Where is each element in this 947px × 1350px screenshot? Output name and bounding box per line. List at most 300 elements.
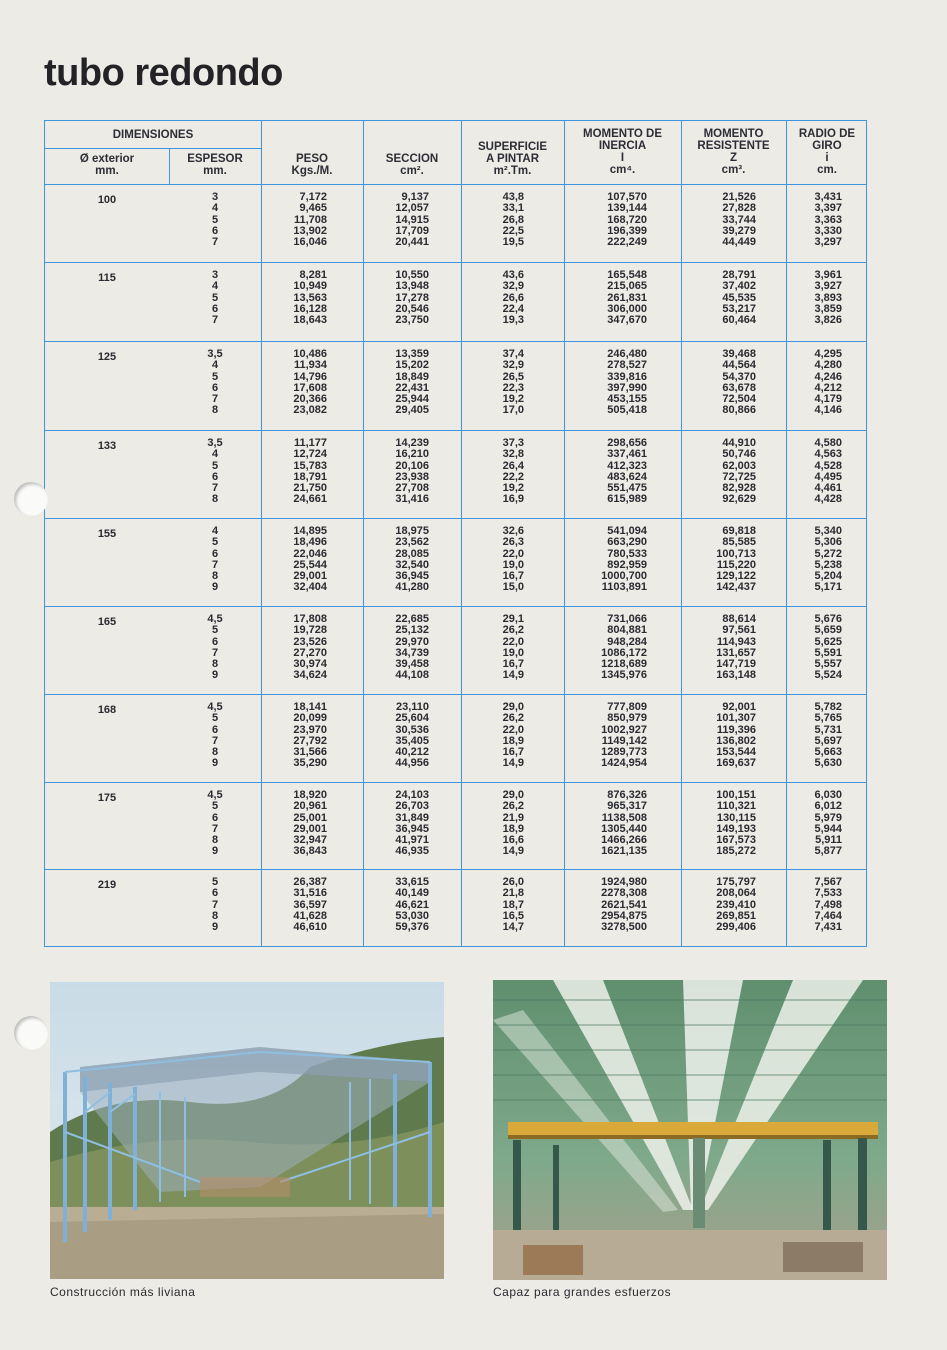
table-cell: 32,540 — [395, 558, 429, 571]
table-cell: 3278,500 — [601, 921, 647, 934]
table-cell: 26,2 — [502, 712, 524, 725]
table-cell: 5 — [211, 213, 219, 226]
table-cell: 130,115 — [716, 811, 756, 824]
espesor-column — [169, 790, 261, 858]
table-cell: 185,272 — [716, 845, 756, 858]
table-cell: 5,663 — [814, 746, 842, 759]
table-cell: 18,849 — [395, 370, 429, 383]
table-cell: 9 — [211, 757, 219, 770]
table-cell: 14,7 — [502, 921, 524, 934]
table-cell: 40,149 — [395, 887, 429, 900]
table-cell: 615,989 — [607, 493, 647, 506]
table-cell: 412,323 — [607, 459, 647, 472]
table-cell: 14,915 — [395, 213, 429, 226]
table-divider — [45, 341, 866, 342]
table-cell: 16,210 — [395, 448, 429, 461]
inercia-column — [564, 349, 647, 417]
table-cell: 69,818 — [722, 525, 756, 537]
table-divider — [45, 694, 866, 695]
header-seccion: SECCION cm². — [385, 153, 439, 177]
specifications-table — [44, 120, 867, 947]
table-cell: 19,3 — [502, 314, 524, 327]
table-cell: 5,979 — [814, 811, 842, 824]
diameter-cell: 133 — [97, 440, 117, 452]
table-cell: 1138,508 — [601, 811, 647, 824]
table-cell: 278,527 — [607, 359, 647, 372]
table-cell: 4,295 — [814, 348, 842, 360]
table-cell: 63,678 — [722, 381, 756, 394]
table-cell: 4,146 — [814, 404, 842, 417]
table-cell: 101,307 — [716, 712, 756, 725]
table-cell: 948,284 — [607, 635, 647, 648]
table-cell: 22,2 — [502, 470, 524, 483]
table-cell: 6 — [211, 470, 219, 483]
table-cell: 25,544 — [293, 558, 327, 571]
table-cell: 18,141 — [293, 701, 327, 713]
header-peso: PESO Kgs./M. — [291, 153, 333, 177]
table-cell: 453,155 — [607, 393, 647, 406]
header-resistente: MOMENTO RESISTENTE Z cm³. — [697, 128, 770, 176]
header-inercia: MOMENTO DE INERCIA I cm⁴. — [582, 128, 662, 176]
table-cell: 5,238 — [814, 558, 842, 571]
inercia-column — [564, 790, 647, 858]
table-cell: 5 — [211, 800, 219, 813]
espesor-column — [169, 192, 261, 248]
table-cell: 19,0 — [502, 646, 524, 659]
table-cell: 13,948 — [395, 280, 429, 293]
seccion-column — [363, 349, 429, 417]
table-cell: 3,363 — [814, 213, 842, 226]
table-cell: 5 — [211, 536, 219, 549]
table-cell: 7,172 — [299, 191, 327, 203]
table-cell: 4,5 — [207, 701, 223, 713]
table-cell: 14,9 — [502, 669, 524, 682]
table-cell: 72,725 — [722, 470, 756, 483]
table-cell: 97,561 — [722, 624, 756, 637]
table-cell: 41,628 — [293, 909, 327, 922]
table-cell: 18,920 — [293, 789, 327, 801]
table-cell: 37,402 — [722, 280, 756, 293]
table-cell: 163,148 — [716, 669, 756, 682]
table-cell: 5,676 — [814, 613, 842, 625]
table-cell: 153,544 — [716, 746, 756, 759]
table-cell: 18,643 — [293, 314, 327, 327]
table-cell: 8 — [211, 570, 219, 583]
table-cell: 215,065 — [607, 280, 647, 293]
table-cell: 3,397 — [814, 202, 842, 215]
table-cell: 26,6 — [502, 291, 524, 304]
table-cell: 30,974 — [293, 658, 327, 671]
table-cell: 208,064 — [716, 887, 756, 900]
diameter-cell: 168 — [97, 704, 117, 716]
table-cell: 15,0 — [502, 581, 524, 594]
table-cell: 4,280 — [814, 359, 842, 372]
table-cell: 8 — [211, 493, 219, 506]
table-cell: 5,944 — [814, 822, 842, 835]
table-cell: 22,5 — [502, 224, 524, 237]
giro-column — [786, 614, 842, 682]
table-cell: 22,685 — [395, 613, 429, 625]
table-cell: 6 — [211, 547, 219, 560]
espesor-column — [169, 349, 261, 417]
table-cell: 7,498 — [814, 898, 842, 911]
table-cell: 29,001 — [293, 822, 327, 835]
table-cell: 9,137 — [401, 191, 429, 203]
table-cell: 82,928 — [722, 482, 756, 495]
table-cell: 54,370 — [722, 370, 756, 383]
diameter-cell: 155 — [97, 528, 117, 540]
peso-column — [261, 790, 327, 858]
table-cell: 44,564 — [722, 359, 756, 372]
table-cell: 53,030 — [395, 909, 429, 922]
table-cell: 27,792 — [293, 734, 327, 747]
inercia-column — [564, 438, 647, 506]
table-cell: 876,326 — [607, 789, 647, 801]
giro-column — [786, 526, 842, 594]
table-cell: 5,765 — [814, 712, 842, 725]
table-cell: 33,744 — [722, 213, 756, 226]
table-cell: 23,110 — [395, 701, 429, 713]
table-cell: 41,971 — [395, 834, 429, 847]
diameter-cell: 115 — [98, 272, 116, 284]
espesor-column — [169, 438, 261, 506]
table-cell: 10,949 — [293, 280, 327, 293]
table-cell: 115,220 — [716, 558, 756, 571]
table-cell: 136,802 — [716, 734, 756, 747]
table-cell: 23,526 — [293, 635, 327, 648]
table-cell: 35,405 — [395, 734, 429, 747]
table-cell: 23,970 — [293, 723, 327, 736]
peso-column — [261, 702, 327, 770]
table-cell: 3 — [211, 191, 219, 203]
peso-column — [261, 877, 327, 933]
table-cell: 21,526 — [722, 191, 756, 203]
seccion-column — [363, 614, 429, 682]
resistente-column — [681, 438, 756, 506]
table-cell: 23,082 — [293, 404, 327, 417]
table-cell: 34,739 — [395, 646, 429, 659]
table-cell: 35,290 — [293, 757, 327, 770]
seccion-column — [363, 790, 429, 858]
espesor-column — [169, 270, 261, 326]
table-cell: 196,399 — [607, 224, 647, 237]
table-cell: 24,103 — [395, 789, 429, 801]
table-cell: 7 — [211, 393, 219, 406]
table-cell: 29,970 — [395, 635, 429, 648]
table-cell: 7 — [211, 236, 219, 249]
table-cell: 26,8 — [502, 213, 524, 226]
table-cell: 17,608 — [293, 381, 327, 394]
inercia-column — [564, 270, 647, 326]
table-cell: 25,944 — [395, 393, 429, 406]
table-cell: 23,562 — [395, 536, 429, 549]
table-cell: 6 — [211, 811, 219, 824]
table-cell: 31,416 — [395, 493, 429, 506]
table-cell: 100,713 — [716, 547, 756, 560]
table-cell: 1103,891 — [601, 581, 647, 594]
table-cell: 7,567 — [814, 876, 842, 888]
table-cell: 8 — [211, 834, 219, 847]
table-cell: 5 — [211, 370, 219, 383]
table-cell: 5,877 — [814, 845, 842, 858]
table-cell: 4 — [211, 448, 219, 461]
seccion-column — [363, 438, 429, 506]
superficie-column — [461, 349, 524, 417]
header-exterior: Ø exterior mm. — [79, 153, 135, 177]
table-cell: 32,404 — [293, 581, 327, 594]
table-cell: 139,144 — [607, 202, 647, 215]
superficie-column — [461, 614, 524, 682]
table-cell: 46,935 — [395, 845, 429, 858]
table-cell: 4,179 — [814, 393, 842, 406]
table-cell: 19,5 — [502, 236, 524, 249]
table-cell: 222,249 — [607, 236, 647, 249]
table-cell: 16,6 — [502, 834, 524, 847]
table-cell: 44,449 — [722, 236, 756, 249]
table-cell: 1466,266 — [601, 834, 647, 847]
table-cell: 24,661 — [293, 493, 327, 506]
table-cell: 1149,142 — [601, 734, 647, 747]
table-cell: 8 — [211, 746, 219, 759]
table-cell: 16,7 — [502, 658, 524, 671]
table-cell: 26,703 — [395, 800, 429, 813]
resistente-column — [681, 702, 756, 770]
table-cell: 2278,308 — [601, 887, 647, 900]
table-cell: 5 — [211, 712, 219, 725]
table-cell: 3,826 — [814, 314, 842, 327]
table-cell: 269,851 — [716, 909, 756, 922]
table-cell: 26,387 — [293, 876, 327, 888]
table-cell: 19,728 — [293, 624, 327, 637]
table-cell: 142,437 — [716, 581, 756, 594]
table-cell: 5,697 — [814, 734, 842, 747]
table-cell: 36,945 — [395, 570, 429, 583]
table-cell: 88,614 — [722, 613, 756, 625]
peso-column — [261, 526, 327, 594]
table-cell: 8 — [211, 658, 219, 671]
table-cell: 5,204 — [814, 570, 842, 583]
table-cell: 4,5 — [207, 613, 223, 625]
seccion-column — [363, 877, 429, 933]
binder-hole — [14, 482, 48, 516]
superficie-column — [461, 702, 524, 770]
table-cell: 21,8 — [502, 887, 524, 900]
table-cell: 37,4 — [502, 348, 524, 360]
table-cell: 33,615 — [395, 876, 429, 888]
table-cell: 4 — [211, 280, 219, 293]
table-cell: 6 — [211, 723, 219, 736]
table-cell: 36,597 — [293, 898, 327, 911]
peso-column — [261, 438, 327, 506]
table-cell: 5,557 — [814, 658, 842, 671]
table-cell: 299,406 — [716, 921, 756, 934]
table-cell: 169,637 — [716, 757, 756, 770]
table-cell: 14,895 — [293, 525, 327, 537]
table-cell: 3 — [211, 269, 219, 281]
resistente-column — [681, 270, 756, 326]
table-cell: 397,990 — [607, 381, 647, 394]
table-cell: 1218,689 — [601, 658, 647, 671]
table-cell: 32,947 — [293, 834, 327, 847]
peso-column — [261, 270, 327, 326]
table-cell: 17,0 — [502, 404, 524, 417]
table-divider — [45, 148, 261, 149]
table-cell: 27,708 — [395, 482, 429, 495]
table-cell: 4,246 — [814, 370, 842, 383]
table-cell: 3,5 — [207, 348, 223, 360]
table-cell: 7,464 — [814, 909, 842, 922]
table-cell: 8 — [211, 404, 219, 417]
table-cell: 337,461 — [607, 448, 647, 461]
table-cell: 20,106 — [395, 459, 429, 472]
table-cell: 4 — [211, 525, 219, 537]
table-cell: 5 — [211, 876, 219, 888]
table-cell: 175,797 — [716, 876, 756, 888]
table-cell: 165,548 — [607, 269, 647, 281]
table-cell: 4,528 — [814, 459, 842, 472]
table-cell: 5,171 — [814, 581, 842, 594]
table-cell: 29,0 — [502, 789, 524, 801]
table-cell: 20,099 — [293, 712, 327, 725]
table-cell: 2621,541 — [601, 898, 647, 911]
table-cell: 20,546 — [395, 302, 429, 315]
superficie-column — [461, 270, 524, 326]
table-cell: 5,340 — [814, 525, 842, 537]
table-cell: 10,486 — [293, 348, 327, 360]
table-cell: 30,536 — [395, 723, 429, 736]
table-cell: 3,431 — [814, 191, 842, 203]
table-cell: 18,791 — [293, 470, 327, 483]
table-cell: 4,5 — [207, 789, 223, 801]
table-cell: 10,550 — [395, 269, 429, 281]
table-cell: 119,396 — [716, 723, 756, 736]
table-cell: 1424,954 — [601, 757, 647, 770]
table-cell: 246,480 — [607, 348, 647, 360]
table-cell: 39,458 — [395, 658, 429, 671]
table-cell: 50,746 — [722, 448, 756, 461]
table-cell: 298,656 — [607, 437, 647, 449]
seccion-column — [363, 526, 429, 594]
table-cell: 22,4 — [502, 302, 524, 315]
table-cell: 541,094 — [607, 525, 647, 537]
table-cell: 505,418 — [607, 404, 647, 417]
peso-column — [261, 614, 327, 682]
table-cell: 3,961 — [814, 269, 842, 281]
table-cell: 31,849 — [395, 811, 429, 824]
table-cell: 26,2 — [502, 624, 524, 637]
table-cell: 16,7 — [502, 570, 524, 583]
table-cell: 14,9 — [502, 757, 524, 770]
table-cell: 23,750 — [395, 314, 429, 327]
table-cell: 4 — [211, 359, 219, 372]
table-cell: 13,902 — [293, 224, 327, 237]
inercia-column — [564, 614, 647, 682]
table-cell: 26,5 — [502, 370, 524, 383]
table-cell: 2954,875 — [601, 909, 647, 922]
seccion-column — [363, 192, 429, 248]
table-cell: 5,630 — [814, 757, 842, 770]
table-cell: 13,359 — [395, 348, 429, 360]
table-cell: 4,428 — [814, 493, 842, 506]
diameter-cell: 165 — [97, 616, 117, 628]
table-cell: 9 — [211, 581, 219, 594]
table-cell: 6,030 — [814, 789, 842, 801]
table-cell: 731,066 — [607, 613, 647, 625]
espesor-column — [169, 877, 261, 933]
table-cell: 17,808 — [293, 613, 327, 625]
table-cell: 32,6 — [502, 525, 524, 537]
table-cell: 5 — [211, 291, 219, 304]
table-cell: 7 — [211, 482, 219, 495]
table-cell: 306,000 — [607, 302, 647, 315]
table-cell: 5,272 — [814, 547, 842, 560]
table-cell: 9,465 — [299, 202, 327, 215]
table-cell: 34,624 — [293, 669, 327, 682]
resistente-column — [681, 790, 756, 858]
table-cell: 9 — [211, 921, 219, 934]
seccion-column — [363, 702, 429, 770]
table-cell: 40,212 — [395, 746, 429, 759]
table-cell: 16,5 — [502, 909, 524, 922]
inercia-column — [564, 877, 647, 933]
table-cell: 26,2 — [502, 800, 524, 813]
resistente-column — [681, 614, 756, 682]
table-divider — [45, 782, 866, 783]
table-cell: 8,281 — [299, 269, 327, 281]
table-cell: 131,657 — [716, 646, 756, 659]
table-cell: 483,624 — [607, 470, 647, 483]
table-cell: 5,659 — [814, 624, 842, 637]
table-cell: 41,280 — [395, 581, 429, 594]
table-cell: 92,629 — [722, 493, 756, 506]
table-cell: 5,782 — [814, 701, 842, 713]
table-cell: 53,217 — [722, 302, 756, 315]
table-cell: 16,9 — [502, 493, 524, 506]
table-cell: 62,003 — [722, 459, 756, 472]
inercia-column — [564, 192, 647, 248]
table-cell: 26,4 — [502, 459, 524, 472]
caption-left: Construcción más liviana — [50, 1285, 196, 1299]
table-cell: 21,9 — [502, 811, 524, 824]
table-cell: 4,495 — [814, 470, 842, 483]
table-cell: 261,831 — [607, 291, 647, 304]
header-superficie: SUPERFICIE A PINTAR m².Tm. — [477, 141, 547, 177]
inercia-column — [564, 702, 647, 770]
table-cell: 11,177 — [293, 437, 327, 449]
table-cell: 7,431 — [814, 921, 842, 934]
caption-right: Capaz para grandes esfuerzos — [493, 1285, 672, 1299]
table-divider — [45, 606, 866, 607]
table-cell: 9 — [211, 845, 219, 858]
table-cell: 850,979 — [607, 712, 647, 725]
table-cell: 80,866 — [722, 404, 756, 417]
table-cell: 3,297 — [814, 236, 842, 249]
table-cell: 39,468 — [722, 348, 756, 360]
table-cell: 22,0 — [502, 723, 524, 736]
table-cell: 22,3 — [502, 381, 524, 394]
resistente-column — [681, 192, 756, 248]
diameter-cell: 125 — [97, 351, 117, 363]
table-cell: 5,524 — [814, 669, 842, 682]
table-cell: 892,959 — [607, 558, 647, 571]
table-cell: 18,975 — [395, 525, 429, 537]
peso-column — [261, 349, 327, 417]
table-cell: 551,475 — [607, 482, 647, 495]
table-cell: 1000,700 — [601, 570, 647, 583]
table-cell: 7 — [211, 314, 219, 327]
table-cell: 59,376 — [395, 921, 429, 934]
table-cell: 7,533 — [814, 887, 842, 900]
